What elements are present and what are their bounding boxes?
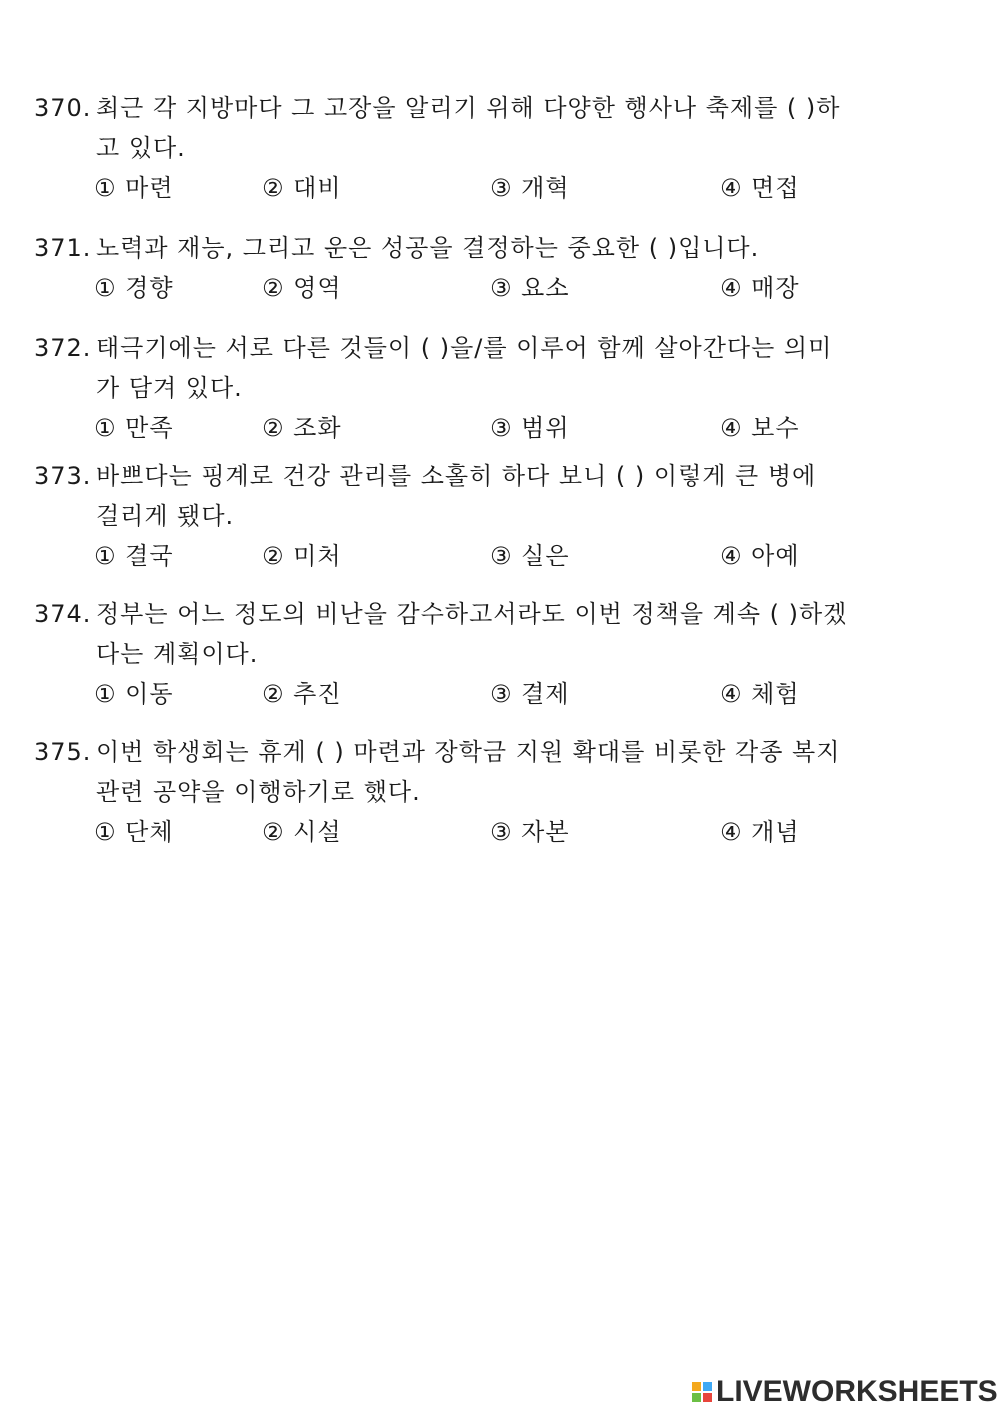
option-1[interactable]: ① 결국 xyxy=(94,542,174,570)
question-375 xyxy=(34,732,914,852)
option-2[interactable]: ② 시설 xyxy=(262,818,342,846)
option-3[interactable]: ③ 개혁 xyxy=(490,174,570,202)
question-372 xyxy=(34,328,914,448)
question-text xyxy=(34,228,914,268)
question-373 xyxy=(34,456,914,576)
liveworksheets-logo[interactable] xyxy=(692,1372,998,1412)
question-text xyxy=(34,594,914,634)
question-line-continued: 다는 계획이다. xyxy=(96,640,259,668)
option-4[interactable]: ④ 개념 xyxy=(720,818,800,846)
brand-name: LIVEWORKSHEETS xyxy=(716,1375,998,1408)
question-line: 노력과 재능, 그리고 운은 성공을 결정하는 중요한 ( )입니다. xyxy=(96,234,760,262)
question-number: 371. xyxy=(34,234,92,262)
answer-options xyxy=(34,536,914,576)
option-1[interactable]: ① 이동 xyxy=(94,680,174,708)
option-3[interactable]: ③ 결제 xyxy=(490,680,570,708)
mark-square xyxy=(692,1393,701,1402)
question-number: 374. xyxy=(34,600,92,628)
question-line: 태극기에는 서로 다른 것들이 ( )을/를 이루어 함께 살아간다는 의미 xyxy=(96,334,833,362)
question-line-continued: 고 있다. xyxy=(96,134,186,162)
option-1[interactable]: ① 단체 xyxy=(94,818,174,846)
question-line-continued: 관련 공약을 이행하기로 했다. xyxy=(96,778,421,806)
mark-square xyxy=(703,1393,712,1402)
question-line: 정부는 어느 정도의 비난을 감수하고서라도 이번 정책을 계속 ( )하겠 xyxy=(96,600,848,628)
answer-options xyxy=(34,408,914,448)
option-4[interactable]: ④ 매장 xyxy=(720,274,800,302)
mark-square xyxy=(692,1382,701,1391)
question-374 xyxy=(34,594,914,714)
option-4[interactable]: ④ 아예 xyxy=(720,542,800,570)
option-3[interactable]: ③ 범위 xyxy=(490,414,570,442)
answer-options xyxy=(34,812,914,852)
option-2[interactable]: ② 조화 xyxy=(262,414,342,442)
question-line: 이번 학생회는 휴게 ( ) 마련과 장학금 지원 확대를 비롯한 각종 복지 xyxy=(96,738,841,766)
question-text xyxy=(34,456,914,496)
question-number: 375. xyxy=(34,738,92,766)
option-2[interactable]: ② 미처 xyxy=(262,542,342,570)
answer-options xyxy=(34,674,914,714)
answer-options xyxy=(34,268,914,308)
question-line-continued: 가 담겨 있다. xyxy=(96,374,243,402)
liveworksheets-mark-icon xyxy=(692,1382,712,1402)
option-1[interactable]: ① 마련 xyxy=(94,174,174,202)
question-number: 370. xyxy=(34,94,92,122)
option-3[interactable]: ③ 요소 xyxy=(490,274,570,302)
option-3[interactable]: ③ 자본 xyxy=(490,818,570,846)
question-text xyxy=(34,732,914,772)
option-2[interactable]: ② 대비 xyxy=(262,174,342,202)
answer-options xyxy=(34,168,914,208)
option-2[interactable]: ② 영역 xyxy=(262,274,342,302)
question-text xyxy=(34,328,914,368)
question-line: 최근 각 지방마다 그 고장을 알리기 위해 다양한 행사나 축제를 ( )하 xyxy=(96,94,841,122)
option-4[interactable]: ④ 면접 xyxy=(720,174,800,202)
option-4[interactable]: ④ 보수 xyxy=(720,414,800,442)
question-text xyxy=(34,88,914,128)
question-line: 바쁘다는 핑계로 건강 관리를 소홀히 하다 보니 ( ) 이렇게 큰 병에 xyxy=(96,462,817,490)
question-number: 373. xyxy=(34,462,92,490)
option-4[interactable]: ④ 체험 xyxy=(720,680,800,708)
question-371 xyxy=(34,228,914,308)
question-number: 372. xyxy=(34,334,92,362)
option-2[interactable]: ② 추진 xyxy=(262,680,342,708)
option-1[interactable]: ① 만족 xyxy=(94,414,174,442)
question-line-continued: 걸리게 됐다. xyxy=(96,502,235,530)
option-1[interactable]: ① 경향 xyxy=(94,274,174,302)
mark-square xyxy=(703,1382,712,1391)
option-3[interactable]: ③ 실은 xyxy=(490,542,570,570)
question-370 xyxy=(34,88,914,208)
